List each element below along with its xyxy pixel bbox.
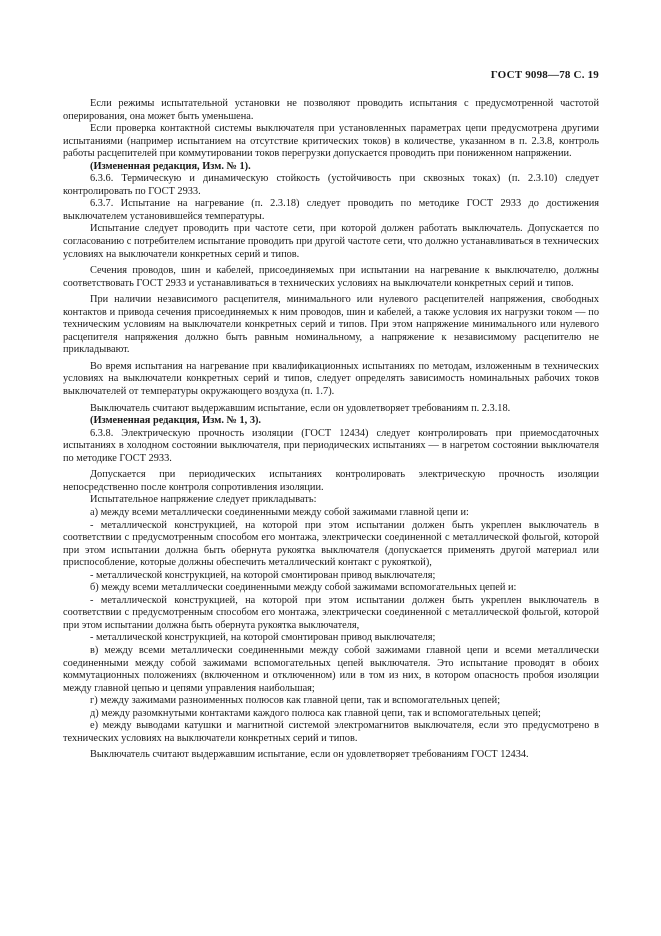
page-body	[63, 98, 599, 762]
list-item: - металлической конструкцией, на которой смонтирован привод выключателя;	[90, 632, 436, 644]
list-item: б) между всеми металлически соединенными между собой зажимами вспомогательных цепей и:	[90, 582, 517, 594]
paragraph: Допускается при периодических испытаниях контролировать электрическую прочность изоляции непосредственно после контроля сопротивления изоляции.	[63, 469, 599, 493]
paragraph: При наличии независимого расцепителя, минимального или нулевого расцепителей напряжения, свободных контактов и привода сечения присоединяемых к ним проводов, шин и кабелей, а также условия их нагрузки током — по техническим условиям на выключатели конкретных серий и типов. При этом напряжение минимального или нулевого расцепителя напряжения должно быть равным номинальному, а напряжение к независимому расцепителю не прикладывают.	[63, 294, 599, 356]
amendment-note	[63, 415, 599, 428]
list-item: г) между зажимами разноименных полюсов как главной цепи, так и вспомогательных цепей;	[90, 695, 501, 707]
section-6-3-6: 6.3.6. Термическую и динамическую стойкость (устойчивость при сквозных токах) (п. 2.3.10) следует контролировать по ГОСТ 2933.	[63, 173, 599, 197]
list-item: в) между всеми металлически соединенными между собой зажимами главной цепи и всеми металлически соединенными между собой зажимами вспомогательных цепей выключателя. Это испытание проводят в обоих коммутационных положениях (включенном и отключенном) или в том из них, в котором опасность пробоя изоляции между главной цепью и цепями управления наибольшая;	[63, 644, 599, 694]
section-6-3-8: 6.3.8. Электрическую прочность изоляции (ГОСТ 12434) следует контролировать при приемосдаточных испытаниях в холодном состоянии выключателя, при периодических испытаниях — в нагретом состоянии выключателя по методике ГОСТ 2933.	[63, 427, 599, 464]
paragraph: Выключатель считают выдержавшим испытание, если он удовлетворяет требованиям п. 2.3.18.	[90, 402, 511, 414]
paragraph: Испытание следует проводить при частоте сети, при которой должен работать выключатель. Допускается по согласованию с потребителем испытание проводить при другой частоте сети, что должно устанавливаться в технических условиях на выключатели конкретных серий и типов.	[63, 223, 599, 260]
paragraph: Сечения проводов, шин и кабелей, присоединяемых при испытании на нагревание к выключателю, должны соответствовать ГОСТ 2933 и устанавливаться в технических условиях на выключатели конкретных серий и типов.	[63, 265, 599, 289]
page-header: ГОСТ 9098—78 С. 19	[490, 69, 599, 81]
amendment-note	[63, 161, 599, 174]
paragraph: Если проверка контактной системы выключателя при установленных параметрах цепи предусмотрена другими испытаниями (например испытанием на отсутствие критических токов) в количестве, указанном в п. 2.3.8, контроль работы расцепителей при коммутировании токов перегрузки допускается проводить при пониженном напряжении.	[63, 123, 599, 160]
paragraph: Испытательное напряжение следует прикладывать:	[90, 494, 317, 506]
amendment-note-text: (Измененная редакция, Изм. № 1, 3).	[90, 415, 262, 427]
list-item: е) между выводами катушки и магнитной системой электромагнитов выключателя, если это предусмотрено в технических условиях на выключатели конкретных серий и типов.	[63, 720, 599, 744]
list-item: а) между всеми металлически соединенными между собой зажимами главной цепи и:	[90, 506, 469, 518]
paragraph: Во время испытания на нагревание при квалификационных испытаниях по методам, изложенным в технических условиях на выключатели конкретных серий и типов, следует определять зависимость номинальных рабочих токов выключателей от температуры окружающего воздуха (п. 1.7).	[63, 360, 599, 398]
list-item: д) между разомкнутыми контактами каждого полюса как главной цепи, так и вспомогательных цепей;	[90, 707, 541, 719]
amendment-note-text: (Измененная редакция, Изм. № 1).	[90, 160, 251, 172]
list-item: - металлической конструкцией, на которой смонтирован привод выключателя;	[90, 569, 436, 581]
paragraph: Если режимы испытательной установки не позволяют проводить испытания с предусмотренной частотой оперирования, она может быть уменьшена.	[63, 98, 599, 122]
paragraph: Выключатель считают выдержавшим испытание, если он удовлетворяет требованиям ГОСТ 12434.	[90, 749, 529, 761]
list-item: - металлической конструкцией, на которой при этом испытании должен быть укреплен выключатель в соответствии с предусмотренным способом его монтажа, электрически соединенной с металлической фольгой, которой при этом испытании должна быть обернута рукоятка выключателя (допускается применять другой материал или приспособление, которые должны обеспечить металлический контакт с рукояткой),	[63, 519, 599, 569]
section-6-3-7: 6.3.7. Испытание на нагревание (п. 2.3.18) следует проводить по методике ГОСТ 2933 до достижения выключателем установившейся температуры.	[63, 198, 599, 222]
list-item: - металлической конструкцией, на которой при этом испытании должен быть укреплен выключатель в соответствии с предусмотренным способом его монтажа, электрически соединенной с металлической фольгой, которой при этом испытании должна быть обернута рукоятка выключателя,	[63, 594, 599, 631]
